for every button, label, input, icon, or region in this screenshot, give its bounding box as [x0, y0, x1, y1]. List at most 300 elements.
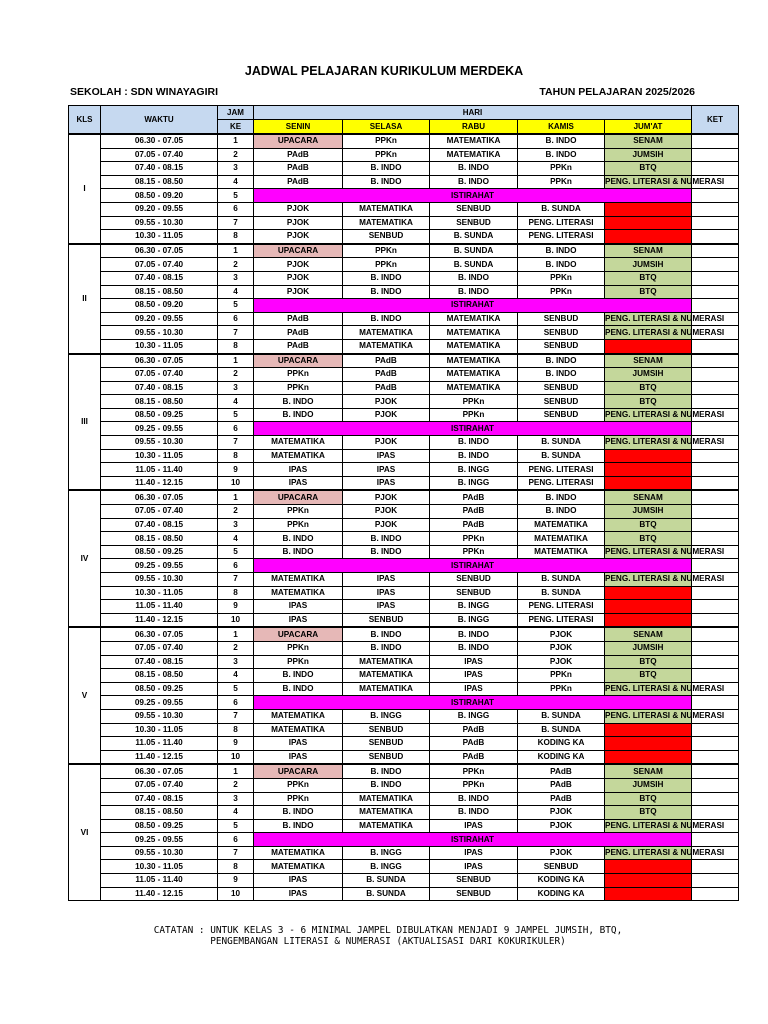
time-slot: 08.15 - 08.50	[101, 395, 218, 409]
subject-cell: PAdB	[254, 175, 343, 189]
subject-cell: SENBUD	[430, 202, 518, 216]
header-jam: JAM	[218, 106, 254, 120]
ket-cell	[692, 750, 739, 764]
subject-cell: JUMSIH	[605, 368, 692, 382]
period-number: 6	[218, 202, 254, 216]
time-slot: 06.30 - 07.05	[101, 764, 218, 778]
subject-cell: PAdB	[343, 368, 430, 382]
ket-cell	[692, 162, 739, 176]
period-number: 3	[218, 162, 254, 176]
break-cell: ISTIRAHAT	[254, 696, 692, 710]
time-slot: 06.30 - 07.05	[101, 354, 218, 368]
time-slot: 07.05 - 07.40	[101, 505, 218, 519]
ket-cell	[692, 874, 739, 888]
time-slot: 10.30 - 11.05	[101, 723, 218, 737]
subject-cell: MATEMATIKA	[430, 368, 518, 382]
ket-cell	[692, 134, 739, 148]
time-slot: 07.05 - 07.40	[101, 258, 218, 272]
time-slot: 09.55 - 10.30	[101, 846, 218, 860]
header-day: KAMIS	[518, 120, 605, 135]
table-row	[69, 395, 739, 409]
subject-cell: B. INDO	[254, 545, 343, 559]
time-slot: 11.05 - 11.40	[101, 874, 218, 888]
subject-cell: SENBUD	[343, 613, 430, 627]
period-number: 8	[218, 723, 254, 737]
subject-cell: MATEMATIKA	[518, 532, 605, 546]
subject-cell: B. INGG	[343, 709, 430, 723]
subject-cell: PPKn	[343, 258, 430, 272]
ket-cell	[692, 778, 739, 792]
subject-cell: B. INDO	[343, 545, 430, 559]
subject-cell: IPAS	[343, 573, 430, 587]
subject-cell: PPKn	[518, 162, 605, 176]
note-line: CATATAN : UNTUK KELAS 3 - 6 MINIMAL JAMPEL DIBULATKAN MENJADI 9 JAMPEL JUMSIH, BTQ,	[153, 925, 623, 936]
subject-cell: PPKn	[518, 271, 605, 285]
period-number: 6	[218, 833, 254, 847]
subject-cell: MATEMATIKA	[343, 655, 430, 669]
subject-cell: B. INGG	[343, 846, 430, 860]
table-row	[69, 682, 739, 696]
period-number: 2	[218, 505, 254, 519]
subject-cell: PPKn	[254, 792, 343, 806]
table-row	[69, 312, 739, 326]
subject-cell: B. INGG	[430, 709, 518, 723]
break-cell: ISTIRAHAT	[254, 422, 692, 436]
ket-cell	[692, 696, 739, 710]
ket-cell	[692, 792, 739, 806]
subject-cell: B. SUNDA	[518, 709, 605, 723]
header-day: SENIN	[254, 120, 343, 135]
subject-cell: SENBUD	[518, 339, 605, 353]
time-slot: 08.15 - 08.50	[101, 175, 218, 189]
page-title: JADWAL PELAJARAN KURIKULUM MERDEKA	[244, 64, 524, 78]
table-row	[69, 778, 739, 792]
period-number: 1	[218, 134, 254, 148]
subject-cell: PENG. LITERASI	[518, 476, 605, 490]
subject-cell: JUMSIH	[605, 505, 692, 519]
subject-cell: B. INDO	[518, 134, 605, 148]
time-slot: 11.40 - 12.15	[101, 613, 218, 627]
time-slot: 08.50 - 09.25	[101, 682, 218, 696]
ket-cell	[692, 476, 739, 490]
subject-cell: PPKn	[343, 244, 430, 258]
time-slot: 07.40 - 08.15	[101, 518, 218, 532]
period-number: 8	[218, 449, 254, 463]
subject-cell: PJOK	[343, 408, 430, 422]
subject-cell: MATEMATIKA	[254, 723, 343, 737]
table-row	[69, 422, 739, 436]
subject-cell: MATEMATIKA	[430, 354, 518, 368]
period-number: 3	[218, 518, 254, 532]
table-row	[69, 532, 739, 546]
subject-cell: PPKn	[254, 655, 343, 669]
subject-cell	[605, 600, 692, 614]
subject-cell: B. INDO	[518, 148, 605, 162]
period-number: 6	[218, 312, 254, 326]
subject-cell: BTQ	[605, 162, 692, 176]
subject-cell: MATEMATIKA	[254, 436, 343, 450]
time-slot: 07.05 - 07.40	[101, 641, 218, 655]
break-cell: ISTIRAHAT	[254, 299, 692, 313]
subject-cell: PENG. LITERASI & NUMERASI	[605, 573, 692, 587]
subject-cell: IPAS	[343, 600, 430, 614]
period-number: 4	[218, 395, 254, 409]
subject-cell: B. INDO	[343, 312, 430, 326]
period-number: 9	[218, 737, 254, 751]
subject-cell: B. SUNDA	[430, 244, 518, 258]
table-row	[69, 545, 739, 559]
subject-cell: MATEMATIKA	[343, 216, 430, 230]
class-label: IV	[69, 490, 101, 627]
subject-cell: B. INDO	[343, 764, 430, 778]
table-row	[69, 764, 739, 778]
header-ket: KET	[692, 106, 739, 135]
subject-cell	[605, 339, 692, 353]
period-number: 6	[218, 696, 254, 710]
table-row	[69, 518, 739, 532]
subject-cell: B. INDO	[430, 806, 518, 820]
subject-cell: PPKn	[518, 682, 605, 696]
header-hari: HARI	[254, 106, 692, 120]
table-row	[69, 244, 739, 258]
subject-cell: MATEMATIKA	[430, 381, 518, 395]
subject-cell: B. INDO	[254, 532, 343, 546]
subject-cell: IPAS	[430, 846, 518, 860]
subject-cell: KODING KA	[518, 887, 605, 901]
period-number: 5	[218, 682, 254, 696]
subject-cell: B. SUNDA	[430, 230, 518, 244]
subject-cell: PJOK	[343, 518, 430, 532]
schedule-table	[68, 105, 739, 901]
subject-cell: IPAS	[343, 476, 430, 490]
subject-cell: BTQ	[605, 395, 692, 409]
table-row	[69, 819, 739, 833]
subject-cell: PJOK	[343, 490, 430, 504]
subject-cell: SENBUD	[430, 887, 518, 901]
subject-cell: MATEMATIKA	[518, 518, 605, 532]
subject-cell: PPKn	[430, 764, 518, 778]
subject-cell: SENBUD	[430, 874, 518, 888]
time-slot: 06.30 - 07.05	[101, 134, 218, 148]
table-row	[69, 175, 739, 189]
time-slot: 09.25 - 09.55	[101, 833, 218, 847]
time-slot: 07.05 - 07.40	[101, 148, 218, 162]
subject-cell	[605, 216, 692, 230]
period-number: 5	[218, 545, 254, 559]
ket-cell	[692, 354, 739, 368]
subject-cell: KODING KA	[518, 750, 605, 764]
table-row	[69, 709, 739, 723]
subject-cell: PPKn	[343, 148, 430, 162]
class-label: V	[69, 627, 101, 764]
subject-cell	[605, 449, 692, 463]
class-label: III	[69, 354, 101, 491]
period-number: 7	[218, 573, 254, 587]
subject-cell: PENG. LITERASI & NUMERASI	[605, 709, 692, 723]
ket-cell	[692, 764, 739, 778]
period-number: 3	[218, 792, 254, 806]
subject-cell: B. SUNDA	[343, 874, 430, 888]
subject-cell: SENBUD	[343, 750, 430, 764]
period-number: 10	[218, 887, 254, 901]
time-slot: 11.40 - 12.15	[101, 750, 218, 764]
subject-cell: PAdB	[518, 764, 605, 778]
subject-cell: MATEMATIKA	[343, 792, 430, 806]
subject-cell: PPKn	[430, 532, 518, 546]
period-number: 4	[218, 532, 254, 546]
subject-cell: BTQ	[605, 518, 692, 532]
time-slot: 10.30 - 11.05	[101, 860, 218, 874]
subject-cell: IPAS	[254, 874, 343, 888]
subject-cell: B. SUNDA	[430, 258, 518, 272]
subject-cell: B. INDO	[343, 162, 430, 176]
ket-cell	[692, 148, 739, 162]
ket-cell	[692, 505, 739, 519]
time-slot: 09.55 - 10.30	[101, 573, 218, 587]
break-cell: ISTIRAHAT	[254, 833, 692, 847]
ket-cell	[692, 723, 739, 737]
period-number: 10	[218, 750, 254, 764]
subject-cell: IPAS	[430, 860, 518, 874]
table-row	[69, 202, 739, 216]
header-kls: KLS	[69, 106, 101, 135]
period-number: 2	[218, 368, 254, 382]
subject-cell: SENAM	[605, 490, 692, 504]
time-slot: 10.30 - 11.05	[101, 230, 218, 244]
subject-cell: PAdB	[430, 490, 518, 504]
time-slot: 11.05 - 11.40	[101, 737, 218, 751]
subject-cell: PAdB	[430, 518, 518, 532]
table-row	[69, 627, 739, 641]
subject-cell: B. INDO	[430, 285, 518, 299]
header-day: RABU	[430, 120, 518, 135]
subject-cell: PENG. LITERASI & NUMERASI	[605, 175, 692, 189]
subject-cell: PAdB	[254, 326, 343, 340]
subject-cell: PENG. LITERASI & NUMERASI	[605, 682, 692, 696]
table-row	[69, 368, 739, 382]
subject-cell: SENBUD	[430, 573, 518, 587]
ket-cell	[692, 669, 739, 683]
table-row	[69, 490, 739, 504]
subject-cell: SENBUD	[518, 408, 605, 422]
table-row	[69, 134, 739, 148]
time-slot: 09.55 - 10.30	[101, 326, 218, 340]
period-number: 4	[218, 285, 254, 299]
period-number: 9	[218, 463, 254, 477]
subject-cell: MATEMATIKA	[254, 449, 343, 463]
subject-cell: PENG. LITERASI & NUMERASI	[605, 846, 692, 860]
subject-cell: PPKn	[254, 641, 343, 655]
subject-cell: PJOK	[343, 505, 430, 519]
subject-cell	[605, 230, 692, 244]
break-cell: ISTIRAHAT	[254, 189, 692, 203]
table-row	[69, 860, 739, 874]
period-number: 8	[218, 230, 254, 244]
academic-year: TAHUN PELAJARAN 2025/2026	[539, 86, 695, 98]
ket-cell	[692, 463, 739, 477]
time-slot: 08.15 - 08.50	[101, 669, 218, 683]
period-number: 5	[218, 299, 254, 313]
subject-cell: PPKn	[254, 381, 343, 395]
subject-cell: B. INDO	[343, 641, 430, 655]
subject-cell: UPACARA	[254, 134, 343, 148]
subject-cell: PENG. LITERASI	[518, 600, 605, 614]
period-number: 1	[218, 244, 254, 258]
subject-cell: B. SUNDA	[518, 586, 605, 600]
subject-cell: PENG. LITERASI	[518, 613, 605, 627]
time-slot: 11.05 - 11.40	[101, 600, 218, 614]
table-row	[69, 600, 739, 614]
subject-cell: PENG. LITERASI	[518, 216, 605, 230]
ket-cell	[692, 368, 739, 382]
period-number: 3	[218, 655, 254, 669]
period-number: 5	[218, 189, 254, 203]
period-number: 10	[218, 613, 254, 627]
subject-cell: B. INDO	[518, 505, 605, 519]
subject-cell: B. INDO	[254, 682, 343, 696]
subject-cell: SENBUD	[518, 326, 605, 340]
subject-cell: MATEMATIKA	[518, 545, 605, 559]
subject-cell: B. INGG	[343, 860, 430, 874]
subject-cell: MATEMATIKA	[430, 148, 518, 162]
table-row	[69, 737, 739, 751]
subject-cell: B. INDO	[430, 436, 518, 450]
time-slot: 11.40 - 12.15	[101, 887, 218, 901]
subject-cell: PENG. LITERASI & NUMERASI	[605, 312, 692, 326]
subject-cell: PJOK	[254, 285, 343, 299]
table-row	[69, 162, 739, 176]
time-slot: 11.40 - 12.15	[101, 476, 218, 490]
period-number: 2	[218, 778, 254, 792]
time-slot: 06.30 - 07.05	[101, 490, 218, 504]
school-name: SEKOLAH : SDN WINAYAGIRI	[70, 86, 218, 98]
period-number: 7	[218, 846, 254, 860]
subject-cell: B. INDO	[518, 354, 605, 368]
time-slot: 07.40 - 08.15	[101, 271, 218, 285]
subject-cell: MATEMATIKA	[343, 326, 430, 340]
subject-cell: B. INDO	[430, 641, 518, 655]
subject-cell: PJOK	[343, 436, 430, 450]
subject-cell: IPAS	[254, 600, 343, 614]
table-row	[69, 641, 739, 655]
subject-cell: MATEMATIKA	[343, 819, 430, 833]
subject-cell: PAdB	[343, 354, 430, 368]
period-number: 8	[218, 586, 254, 600]
subject-cell: B. INGG	[430, 463, 518, 477]
subject-cell: PAdB	[430, 750, 518, 764]
time-slot: 11.05 - 11.40	[101, 463, 218, 477]
table-row	[69, 339, 739, 353]
ket-cell	[692, 586, 739, 600]
ket-cell	[692, 244, 739, 258]
ket-cell	[692, 655, 739, 669]
table-row	[69, 258, 739, 272]
table-row	[69, 792, 739, 806]
subject-cell: SENBUD	[430, 586, 518, 600]
subject-cell: B. INDO	[518, 258, 605, 272]
subject-cell: BTQ	[605, 381, 692, 395]
subject-cell: PPKn	[254, 368, 343, 382]
ket-cell	[692, 627, 739, 641]
subject-cell: B. SUNDA	[518, 449, 605, 463]
ket-cell	[692, 285, 739, 299]
subject-cell: MATEMATIKA	[430, 326, 518, 340]
subject-cell: B. INDO	[254, 806, 343, 820]
subject-cell: UPACARA	[254, 764, 343, 778]
class-label: I	[69, 134, 101, 244]
subject-cell: PPKn	[343, 134, 430, 148]
subject-cell	[605, 723, 692, 737]
subject-cell: BTQ	[605, 669, 692, 683]
subject-cell: SENBUD	[518, 860, 605, 874]
table-row	[69, 449, 739, 463]
subject-cell: IPAS	[254, 887, 343, 901]
period-number: 3	[218, 271, 254, 285]
header-day: JUM'AT	[605, 120, 692, 135]
subject-cell: SENBUD	[518, 395, 605, 409]
subject-cell: B. INDO	[518, 244, 605, 258]
subject-cell: UPACARA	[254, 627, 343, 641]
subject-cell: BTQ	[605, 271, 692, 285]
time-slot: 09.20 - 09.55	[101, 202, 218, 216]
time-slot: 09.55 - 10.30	[101, 216, 218, 230]
subject-cell: MATEMATIKA	[343, 339, 430, 353]
period-number: 7	[218, 216, 254, 230]
subject-cell: IPAS	[254, 463, 343, 477]
subject-cell: IPAS	[430, 669, 518, 683]
ket-cell	[692, 532, 739, 546]
subject-cell: PJOK	[518, 846, 605, 860]
table-row	[69, 806, 739, 820]
time-slot: 10.30 - 11.05	[101, 339, 218, 353]
subject-cell: MATEMATIKA	[343, 202, 430, 216]
subject-cell: B. INDO	[343, 175, 430, 189]
subject-cell	[605, 586, 692, 600]
subject-cell: PENG. LITERASI & NUMERASI	[605, 436, 692, 450]
subject-cell: SENBUD	[430, 216, 518, 230]
time-slot: 07.05 - 07.40	[101, 368, 218, 382]
ket-cell	[692, 559, 739, 573]
ket-cell	[692, 381, 739, 395]
subject-cell: PAdB	[518, 778, 605, 792]
subject-cell: PPKn	[254, 505, 343, 519]
time-slot: 08.50 - 09.20	[101, 189, 218, 203]
subject-cell: PAdB	[430, 737, 518, 751]
subject-cell: B. INDO	[254, 669, 343, 683]
subject-cell: PAdB	[430, 723, 518, 737]
subject-cell	[605, 887, 692, 901]
subject-cell: IPAS	[343, 463, 430, 477]
ket-cell	[692, 202, 739, 216]
ket-cell	[692, 216, 739, 230]
subject-cell: B. SUNDA	[518, 723, 605, 737]
subject-cell: B. INDO	[518, 490, 605, 504]
subject-cell: PENG. LITERASI & NUMERASI	[605, 819, 692, 833]
subject-cell: B. INDO	[430, 449, 518, 463]
ket-cell	[692, 395, 739, 409]
subject-cell: MATEMATIKA	[343, 669, 430, 683]
subject-cell: MATEMATIKA	[254, 573, 343, 587]
period-number: 1	[218, 764, 254, 778]
subject-cell: MATEMATIKA	[430, 134, 518, 148]
subject-cell: PJOK	[518, 655, 605, 669]
time-slot: 08.50 - 09.20	[101, 299, 218, 313]
subject-cell: BTQ	[605, 792, 692, 806]
time-slot: 08.50 - 09.25	[101, 819, 218, 833]
table-header	[69, 106, 739, 135]
table-row	[69, 285, 739, 299]
table-row	[69, 887, 739, 901]
